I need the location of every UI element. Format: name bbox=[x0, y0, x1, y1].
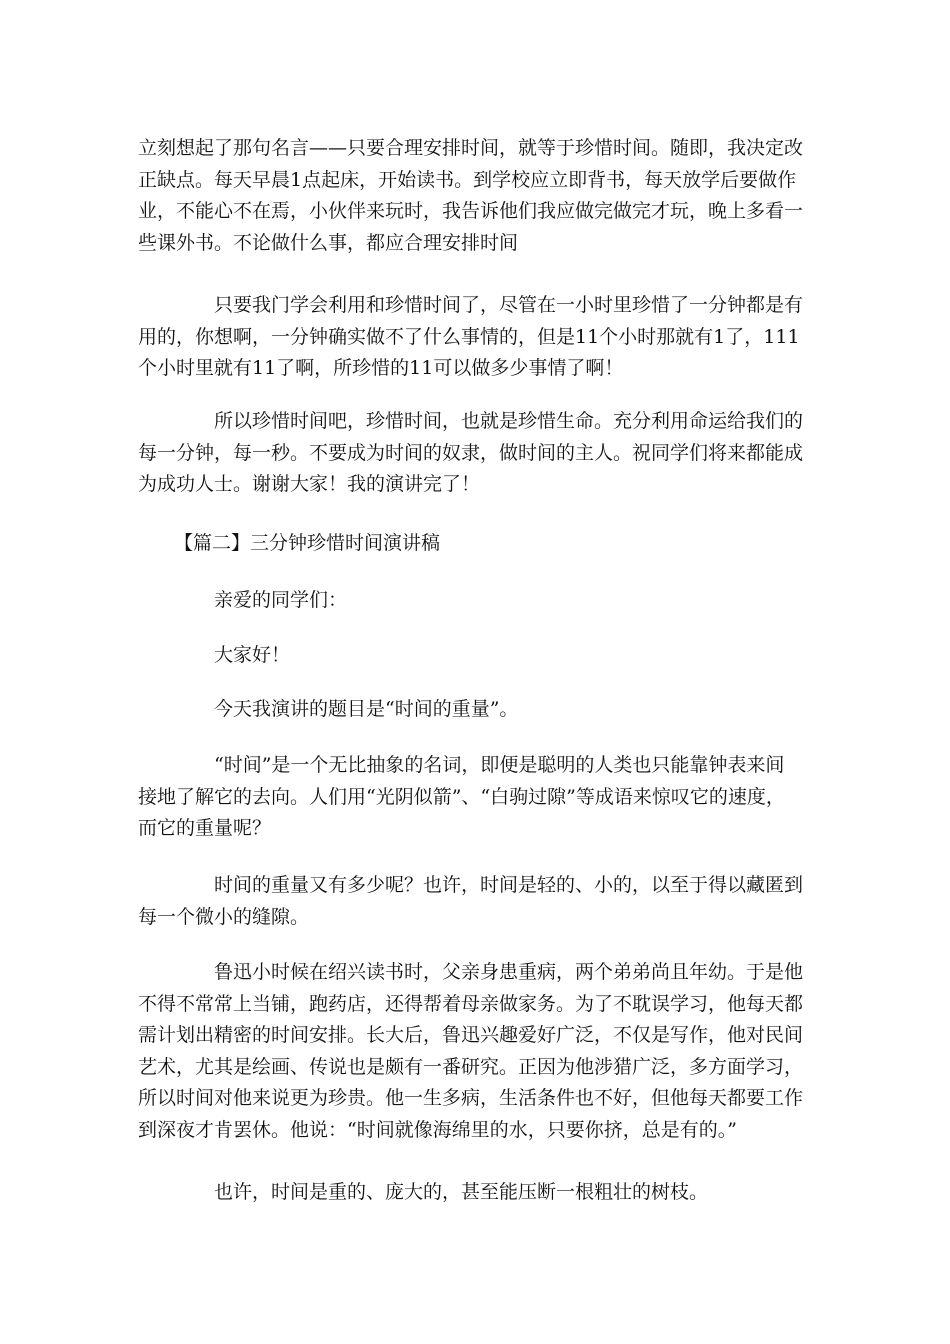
paragraph-time-abstract bbox=[138, 750, 818, 845]
paragraph-line: 用的，你想啊，一分钟确实做不了什么事情的，但是11个小时那就有1了，111 bbox=[138, 325, 800, 348]
paragraph-topic bbox=[138, 694, 818, 726]
paragraph-line: 不得不常常上当铺，跑药店，还得帮着母亲做家务。为了不耽误学习，他每天都 bbox=[138, 992, 804, 1015]
paragraph-line: 每一个微小的缝隙。 bbox=[138, 905, 310, 928]
paragraph-line: 大家好！ bbox=[214, 644, 291, 666]
paragraph-line: 艺术，尤其是绘画、传说也是颇有一番研究。正因为他涉猎广泛，多方面学习， bbox=[138, 1055, 804, 1078]
paragraph-line: 所以时间对他来说更为珍贵。他一生多病，生活条件也不好，但他每天都要工作 bbox=[138, 1087, 804, 1109]
paragraph-line: 接地了解它的去向。人们用“光阴似箭”、“白驹过隙”等成语来惊叹它的速度， bbox=[138, 785, 785, 808]
paragraph-line: 业，不能心不在焉，小伙伴来玩时，我告诉他们我应做完做完才玩，晚上多看一 bbox=[138, 200, 804, 222]
paragraph-line: 正缺点。每天早晨1点起床，开始读书。到学校应立即背书，每天放学后要做作 bbox=[138, 168, 797, 191]
paragraph-2 bbox=[138, 290, 818, 385]
paragraph-line: 所以珍惜时间吧，珍惜时间，也就是珍惜生命。充分利用命运给我们的 bbox=[214, 410, 804, 432]
paragraph-line: 些课外书。不论做什么事，都应合理安排时间 bbox=[138, 231, 519, 254]
paragraph-line: 鲁迅小时候在绍兴读书时，父亲身患重病，两个弟弟尚且年幼。于是他 bbox=[214, 961, 804, 983]
paragraph-line: 而它的重量呢？ bbox=[138, 817, 272, 839]
paragraph-line: 时间的重量又有多少呢？也许，时间是轻的、小的，以至于得以藏匿到 bbox=[214, 874, 804, 896]
paragraph-time-weight bbox=[138, 870, 818, 933]
section-heading: 【篇二】三分钟珍惜时间演讲稿 bbox=[174, 532, 441, 554]
paragraph-line: 也许，时间是重的、庞大的，甚至能压断一根粗壮的树枝。 bbox=[214, 1181, 709, 1203]
paragraph-final bbox=[138, 1177, 818, 1209]
paragraph-line: 个小时里就有11了啊，所珍惜的11可以做多少事情了啊！ bbox=[138, 357, 624, 379]
paragraph-line: 到深夜才肯罢休。他说：“时间就像海绵里的水，只要你挤，总是有的。” bbox=[138, 1118, 737, 1141]
paragraph-line: 立刻想起了那句名言——只要合理安排时间，就等于珍惜时间。随即，我决定改 bbox=[138, 137, 804, 159]
paragraph-salutation bbox=[138, 585, 818, 617]
paragraph-greeting bbox=[138, 640, 818, 672]
paragraph-line: 亲爱的同学们： bbox=[214, 589, 348, 611]
paragraph-line: 只要我门学会利用和珍惜时间了，尽管在一小时里珍惜了一分钟都是有 bbox=[214, 294, 804, 316]
paragraph-line: 需计划出精密的时间安排。长大后，鲁迅兴趣爱好广泛，不仅是写作，他对民间 bbox=[138, 1024, 804, 1046]
paragraph-1 bbox=[138, 133, 818, 259]
paragraph-line: 为成功人士。谢谢大家！我的演讲完了！ bbox=[138, 473, 481, 495]
paragraph-3 bbox=[138, 406, 818, 501]
paragraph-lu-xun bbox=[138, 957, 818, 1146]
paragraph-line: “时间”是一个无比抽象的名词，即便是聪明的人类也只能靠钟表来间 bbox=[214, 754, 785, 776]
paragraph-line: 每一分钟，每一秒。不要成为时间的奴隶，做时间的主人。祝同学们将来都能成 bbox=[138, 441, 804, 464]
paragraph-line: 今天我演讲的题目是“时间的重量”。 bbox=[214, 698, 519, 720]
